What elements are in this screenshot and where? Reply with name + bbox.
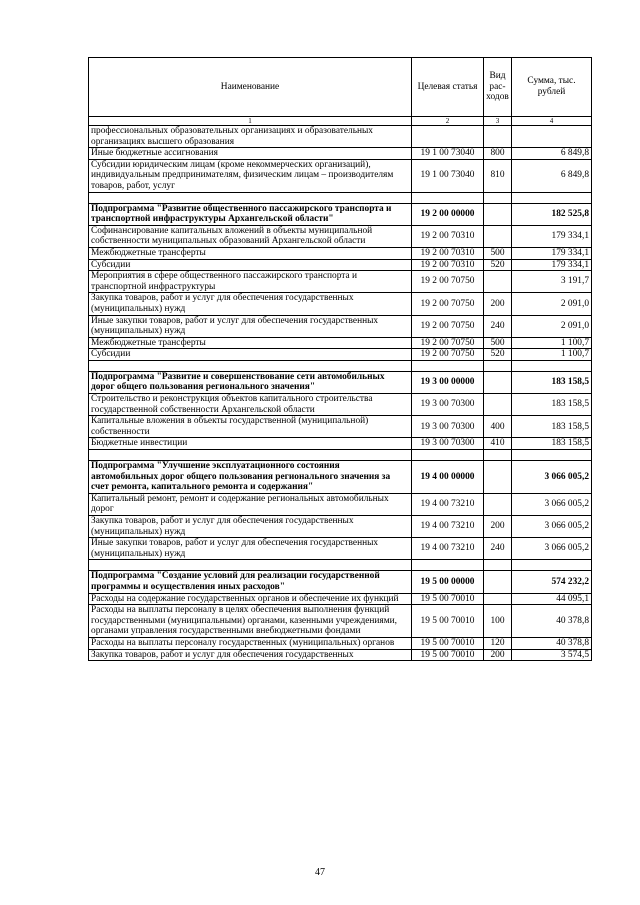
row-code: 19 2 00 70750 xyxy=(412,293,484,315)
row-name: Расходы на содержание государственных органов и обеспечение их функций xyxy=(89,593,412,605)
row-code: 19 4 00 00000 xyxy=(412,461,484,494)
row-type: 100 xyxy=(484,605,512,638)
row-name: Субсидии xyxy=(89,349,412,361)
row-type xyxy=(484,450,512,461)
row-name: Закупка товаров, работ и услуг для обеспечения государственных xyxy=(89,649,412,661)
spacer-row xyxy=(89,192,592,203)
row-type: 500 xyxy=(484,247,512,259)
row-type xyxy=(484,493,512,515)
row-type xyxy=(484,126,512,148)
row-sum: 179 334,1 xyxy=(512,225,592,247)
row-code: 19 5 00 70010 xyxy=(412,649,484,661)
table-row xyxy=(89,605,592,638)
row-code xyxy=(412,450,484,461)
row-sum: 2 091,0 xyxy=(512,293,592,315)
row-code: 19 2 00 70750 xyxy=(412,315,484,337)
row-name: Подпрограмма "Создание условий для реализации государственной программы и осуществления иных расходов" xyxy=(89,571,412,593)
row-type xyxy=(484,225,512,247)
row-name: Подпрограмма "Развитие и совершенствование сети автомобильных дорог общего пользования регионального значения" xyxy=(89,371,412,393)
table-row xyxy=(89,337,592,349)
row-type: 400 xyxy=(484,416,512,438)
row-sum: 3 066 005,2 xyxy=(512,538,592,560)
row-name xyxy=(89,560,412,571)
row-code: 19 2 00 70310 xyxy=(412,247,484,259)
row-name: профессиональных образовательных организациях и образовательных организациях высшего образования xyxy=(89,126,412,148)
row-code: 19 5 00 70010 xyxy=(412,637,484,649)
row-sum: 6 849,8 xyxy=(512,159,592,192)
table-row xyxy=(89,159,592,192)
row-sum: 183 158,5 xyxy=(512,394,592,416)
table-row xyxy=(89,259,592,271)
row-code: 19 5 00 70010 xyxy=(412,605,484,638)
row-type: 800 xyxy=(484,148,512,160)
row-type: 520 xyxy=(484,349,512,361)
row-code: 19 3 00 70300 xyxy=(412,394,484,416)
row-type: 500 xyxy=(484,337,512,349)
row-code: 19 4 00 73210 xyxy=(412,538,484,560)
row-sum: 40 378,8 xyxy=(512,637,592,649)
column-number: 4 xyxy=(512,117,592,126)
row-type xyxy=(484,593,512,605)
row-code: 19 3 00 70300 xyxy=(412,416,484,438)
row-sum: 179 334,1 xyxy=(512,259,592,271)
row-sum xyxy=(512,192,592,203)
table-row xyxy=(89,293,592,315)
column-number: 1 xyxy=(89,117,412,126)
row-code: 19 3 00 70300 xyxy=(412,438,484,450)
row-name: Иные закупки товаров, работ и услуг для обеспечения государственных (муниципальных) нужд xyxy=(89,315,412,337)
table-body xyxy=(89,126,592,661)
table-row xyxy=(89,271,592,293)
page-number: 47 xyxy=(315,867,325,878)
row-name: Строительство и реконструкция объектов капитального строительства государственной собственности Архангельской области xyxy=(89,394,412,416)
row-sum: 2 091,0 xyxy=(512,315,592,337)
table-row xyxy=(89,538,592,560)
row-name: Бюджетные инвестиции xyxy=(89,438,412,450)
row-sum: 3 066 005,2 xyxy=(512,516,592,538)
row-code: 19 2 00 70750 xyxy=(412,337,484,349)
row-sum: 40 378,8 xyxy=(512,605,592,638)
row-code xyxy=(412,360,484,371)
table-row xyxy=(89,637,592,649)
row-sum: 1 100,7 xyxy=(512,349,592,361)
row-type: 240 xyxy=(484,538,512,560)
row-type: 120 xyxy=(484,637,512,649)
row-code xyxy=(412,126,484,148)
row-name: Капитальный ремонт, ремонт и содержание региональных автомобильных дорог xyxy=(89,493,412,515)
row-sum xyxy=(512,360,592,371)
row-type xyxy=(484,560,512,571)
row-code xyxy=(412,560,484,571)
row-sum: 179 334,1 xyxy=(512,247,592,259)
row-sum: 3 574,5 xyxy=(512,649,592,661)
row-type: 520 xyxy=(484,259,512,271)
row-name: Иные закупки товаров, работ и услуг для обеспечения государственных (муниципальных) нужд xyxy=(89,538,412,560)
row-name: Иные бюджетные ассигнования xyxy=(89,148,412,160)
table-row xyxy=(89,516,592,538)
row-type: 200 xyxy=(484,649,512,661)
row-name: Субсидии xyxy=(89,259,412,271)
table-row xyxy=(89,225,592,247)
row-sum: 3 191,7 xyxy=(512,271,592,293)
row-code: 19 2 00 70310 xyxy=(412,259,484,271)
table-row xyxy=(89,349,592,361)
row-type: 240 xyxy=(484,315,512,337)
row-sum: 3 066 005,2 xyxy=(512,493,592,515)
row-name xyxy=(89,192,412,203)
spacer-row xyxy=(89,560,592,571)
row-type xyxy=(484,394,512,416)
row-name: Расходы на выплаты персоналу государственных (муниципальных) органов xyxy=(89,637,412,649)
row-code: 19 2 00 70750 xyxy=(412,349,484,361)
row-code: 19 2 00 00000 xyxy=(412,203,484,225)
table-row xyxy=(89,148,592,160)
column-number: 2 xyxy=(412,117,484,126)
table-row xyxy=(89,593,592,605)
table-row xyxy=(89,247,592,259)
header-name: Наименование xyxy=(89,58,412,117)
row-name xyxy=(89,360,412,371)
row-name: Закупка товаров, работ и услуг для обеспечения государственных (муниципальных) нужд xyxy=(89,516,412,538)
row-sum: 183 158,5 xyxy=(512,438,592,450)
row-sum: 6 849,8 xyxy=(512,148,592,160)
subprogram-row xyxy=(89,461,592,494)
row-code: 19 2 00 70310 xyxy=(412,225,484,247)
row-type xyxy=(484,571,512,593)
table-row xyxy=(89,649,592,661)
row-name: Мероприятия в сфере общественного пассажирского транспорта и транспортной инфраструктуры xyxy=(89,271,412,293)
row-type: 810 xyxy=(484,159,512,192)
row-name: Расходы на выплаты персоналу в целях обеспечения выполнения функций государственными (муниципальными) органами, казенными учреждениями, органами управления государственными внебюджетными фондами xyxy=(89,605,412,638)
row-code: 19 5 00 70010 xyxy=(412,593,484,605)
subprogram-row xyxy=(89,203,592,225)
row-code: 19 1 00 73040 xyxy=(412,148,484,160)
spacer-row xyxy=(89,450,592,461)
header-type: Вид рас-ходов xyxy=(484,58,512,117)
row-code: 19 2 00 70750 xyxy=(412,271,484,293)
row-name: Капитальные вложения в объекты государственной (муниципальной) собственности xyxy=(89,416,412,438)
row-sum xyxy=(512,450,592,461)
table-header-row xyxy=(89,58,592,117)
row-name: Закупка товаров, работ и услуг для обеспечения государственных (муниципальных) нужд xyxy=(89,293,412,315)
header-sum: Сумма, тыс. рублей xyxy=(512,58,592,117)
subprogram-row xyxy=(89,371,592,393)
row-name: Межбюджетные трансферты xyxy=(89,337,412,349)
row-type xyxy=(484,461,512,494)
row-type xyxy=(484,360,512,371)
row-type xyxy=(484,271,512,293)
table-row xyxy=(89,493,592,515)
row-sum: 183 158,5 xyxy=(512,371,592,393)
row-sum xyxy=(512,560,592,571)
budget-table xyxy=(88,57,592,661)
row-sum: 574 232,2 xyxy=(512,571,592,593)
subprogram-row xyxy=(89,571,592,593)
row-code xyxy=(412,192,484,203)
row-name: Субсидии юридическим лицам (кроме некоммерческих организаций), индивидуальным предпринимателям, физическим лицам – производителям товаров, работ, услуг xyxy=(89,159,412,192)
row-name: Подпрограмма "Развитие общественного пассажирского транспорта и транспортной инфраструктуры Архангельской области" xyxy=(89,203,412,225)
row-sum: 3 066 005,2 xyxy=(512,461,592,494)
row-code: 19 5 00 00000 xyxy=(412,571,484,593)
row-type xyxy=(484,192,512,203)
table-row xyxy=(89,315,592,337)
row-name: Подпрограмма "Улучшение эксплуатационного состояния автомобильных дорог общего пользования регионального значения за счет ремонта, капитального ремонта и содержания" xyxy=(89,461,412,494)
row-type: 410 xyxy=(484,438,512,450)
row-sum: 182 525,8 xyxy=(512,203,592,225)
row-type: 200 xyxy=(484,516,512,538)
row-code: 19 3 00 00000 xyxy=(412,371,484,393)
header-code: Целевая статья xyxy=(412,58,484,117)
spacer-row xyxy=(89,360,592,371)
row-name xyxy=(89,450,412,461)
row-type xyxy=(484,371,512,393)
table-row xyxy=(89,126,592,148)
column-number-row xyxy=(89,117,592,126)
row-sum: 183 158,5 xyxy=(512,416,592,438)
row-code: 19 4 00 73210 xyxy=(412,516,484,538)
row-code: 19 1 00 73040 xyxy=(412,159,484,192)
row-name: Софинансирование капитальных вложений в объекты муниципальной собственности муниципальных образований Архангельской области xyxy=(89,225,412,247)
row-sum: 44 095,1 xyxy=(512,593,592,605)
row-name: Межбюджетные трансферты xyxy=(89,247,412,259)
table-row xyxy=(89,416,592,438)
row-type xyxy=(484,203,512,225)
row-sum xyxy=(512,126,592,148)
table-row xyxy=(89,394,592,416)
row-type: 200 xyxy=(484,293,512,315)
row-code: 19 4 00 73210 xyxy=(412,493,484,515)
table-row xyxy=(89,438,592,450)
row-sum: 1 100,7 xyxy=(512,337,592,349)
column-number: 3 xyxy=(484,117,512,126)
